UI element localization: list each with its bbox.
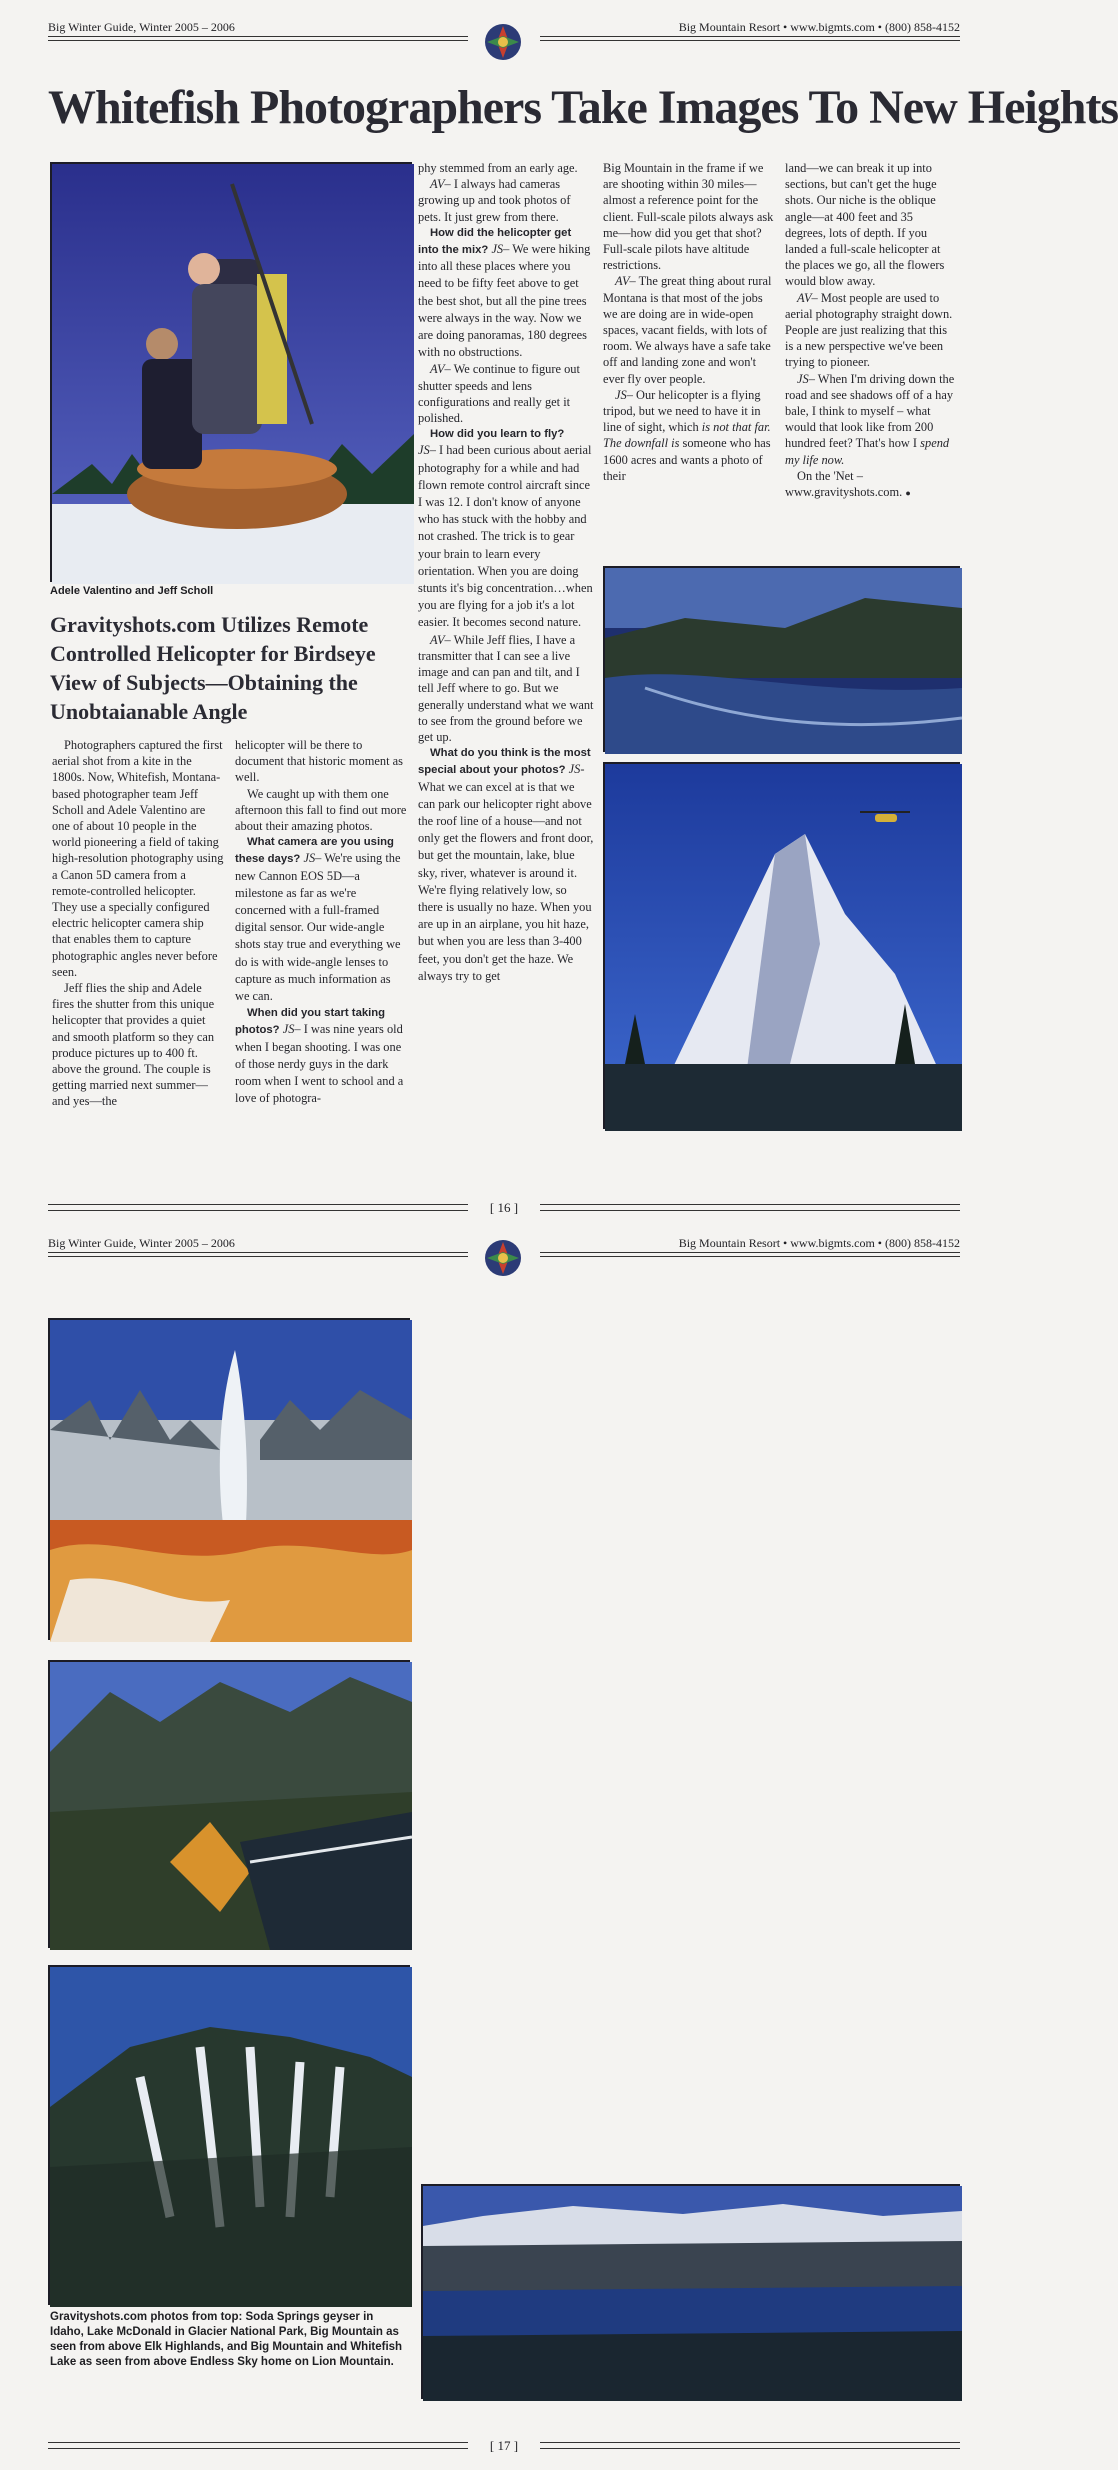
header-left: Big Winter Guide, Winter 2005 – 2006 xyxy=(48,20,235,34)
paragraph: AV– The great thing about rural Montana is that most of the jobs we are doing are in wide-open spaces, vacant fields, with lots of room. We always have a safe take off and landing zone and won't ever fly over people. xyxy=(603,274,772,386)
paragraph: We caught up with them one afternoon this fall to find out more about their amazing photos. xyxy=(235,786,407,834)
photos-caption: Gravityshots.com photos from top: Soda Springs geyser in Idaho, Lake McDonald in Glacier National Park, Big Mountain as seen from above Elk Highlands, and Big Mountain and Whitefish Lake as seen from above Endless Sky home on Lion Mountain. xyxy=(50,2311,403,2368)
article-column-1 xyxy=(52,737,224,1110)
paragraph: AV– While Jeff flies, I have a transmitter that I can see a live image and can pan and tilt, and I tell Jeff where to go. But we generally understand what we want to see from the ground before we get up. xyxy=(418,632,594,744)
paragraph: AV– Most people are used to aerial photography straight down. People are just realizing that this is a new perspective we've been trying to pioneer. xyxy=(785,290,953,370)
interview-question: What camera are you using these days? JS– We're using the new Cannon EOS 5D—a milestone as far as we're concerned with a full-framed digital sensor. Our wide-angle shots stay true and everything we do is with wide-angle lenses to capture as much information as we can. xyxy=(235,836,401,1004)
interview-question: How did you learn to fly? JS– I had been curious about aerial photography for a while and had flown remote control aircraft since I was 12. I don't know of anyone who has stuck with the hobby and not crashed. The trick is to gear your brain to learn every orientation. When you are doing stunts it's big concentration…when you are flying for a job it's a lot easier. It becomes second nature. xyxy=(418,428,593,630)
resort-logo-icon xyxy=(483,1238,523,1278)
mountain-helicopter-photo xyxy=(603,762,960,1129)
article-column-2 xyxy=(235,737,407,1107)
header-right: Big Mountain Resort • www.bigmts.com • (800) 858-4152 xyxy=(678,20,960,34)
paragraph: land—we can break it up into sections, but can't get the huge shots. Our niche is the oblique angle—at 400 feet and 35 degrees, lots of depth. If you landed a full-scale helicopter at the places we go, all the flowers would blow away. xyxy=(785,161,945,289)
couple-photo-caption: Adele Valentino and Jeff Scholl xyxy=(50,585,214,597)
article-column-5 xyxy=(785,160,957,501)
couple-photo xyxy=(50,162,412,582)
paragraph: On the 'Net – www.gravityshots.com. ● xyxy=(785,468,911,500)
header-right: Big Mountain Resort • www.bigmts.com • (800) 858-4152 xyxy=(678,1236,960,1250)
interview-question: What do you think is the most special about your photos? JS- What we can excel at is that we can park our helicopter right above the roof line of a house—and not only get the flowers and front door, but get the mountain, lake, blue sky, river, whatever is around it. We're flying relatively low, so there is usually no haze. When you are up in an airplane, you hit haze, but when you are less than 3-400 feet, you don't get the haze. We always try to get xyxy=(418,747,594,983)
paragraph: Photographers captured the first aerial shot from a kite in the 1800s. Now, Whitefish, Montana-based photographer team Jeff Scholl and Adele Valentino are one of about 10 people in the world pioneering a field of taking high-resolution photography using a Canon 5D camera from a remote-controlled helicopter. They use a specially configured electric helicopter camera ship that enables them to capture photographic angles never before seen. xyxy=(52,738,224,979)
paragraph: Big Mountain in the frame if we are shooting within 30 miles—almost a reference point for the client. Full-scale pilots always ask me—how did you get that shot? Full-scale pilots have altitude restrictions. xyxy=(603,161,774,273)
paragraph: Jeff flies the ship and Adele fires the shutter from this unique helicopter that provides a quiet and smooth platform so they can produce pictures up to 400 ft. above the ground. The couple is getting married next summer—and yes—the xyxy=(52,981,215,1109)
page17-header xyxy=(48,1224,960,1274)
article-subhead: Gravityshots.com Utilizes Remote Controlled Helicopter for Birdseye View of Subjects—Obtaining the Unobtaianable Angle xyxy=(50,612,376,724)
big-mountain-ski-photo xyxy=(48,1965,410,2305)
paragraph: AV– We continue to figure out shutter speeds and lens configurations and really get it polished. xyxy=(418,362,580,426)
paragraph: JS– Our helicopter is a flying tripod, but we need to have it in line of sight, which is not that far. The downfall is someone who has 1600 acres and wants a photo of their xyxy=(603,387,771,483)
page-number-16: [ 16 ] xyxy=(48,1200,960,1220)
article-column-3 xyxy=(418,160,594,985)
paragraph: helicopter will be there to document that historic moment as well. xyxy=(235,738,403,785)
geyser-photo xyxy=(48,1318,410,1640)
paragraph: AV– I always had cameras growing up and took photos of pets. It just grew from there. xyxy=(418,177,571,224)
page-number-17: [ 17 ] xyxy=(48,2438,960,2458)
page16-header xyxy=(48,8,960,58)
paragraph: JS– When I'm driving down the road and see shadows off of a hay bale, I think to myself – what would that look like from 200 hundred feet? That's how I spend my life now. xyxy=(785,371,955,467)
lake-mcdonald-photo xyxy=(48,1660,410,1948)
article-headline: Whitefish Photographers Take Images To New Heights xyxy=(48,81,1118,134)
header-left: Big Winter Guide, Winter 2005 – 2006 xyxy=(48,1236,235,1250)
paragraph: phy stemmed from an early age. xyxy=(418,161,578,175)
resort-logo-icon xyxy=(483,22,523,62)
article-column-4 xyxy=(603,160,775,484)
interview-question: How did the helicopter get into the mix? JS– We were hiking into all these places where you need to be fifty feet above to get the best shot, but all the pine trees were always in the way. Now we are doing panoramas, 180 degrees with no obstructions. xyxy=(418,226,591,360)
whitefish-lake-panorama-photo xyxy=(421,2184,960,2399)
lake-photo xyxy=(603,566,960,752)
interview-question: When did you start taking photos? JS– I was nine years old when I began shooting. I was one of those nerdy guys in the dark room when I went to school and a love of photogra- xyxy=(235,1007,404,1106)
